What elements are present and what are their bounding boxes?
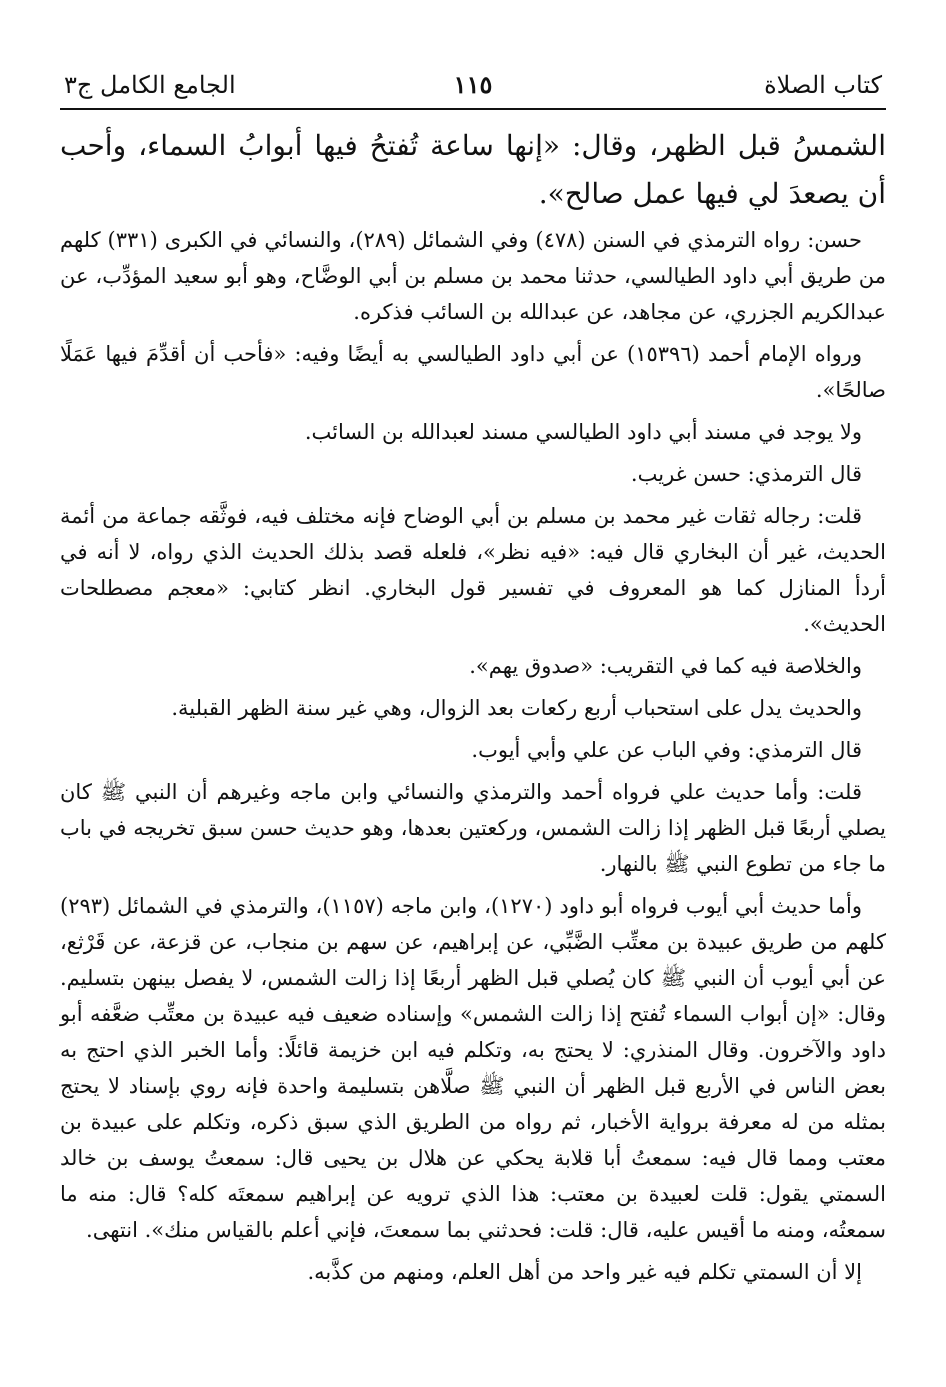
header-divider: [60, 108, 886, 110]
paragraph: والخلاصة فيه كما في التقريب: «صدوق يهم».: [469, 654, 862, 678]
paragraph: قلت: وأما حديث علي فرواه أحمد والترمذي والنسائي وابن ماجه وغيرهم أن النبي ﷺ كان يصلي أربعًا قبل الظهر إذا زالت الشمس، وركعتين بعدها، وهو حديث حسن سبق تخريجه في باب ما جاء من تطوع النبي ﷺ بالنهار.: [60, 780, 886, 876]
running-header: [60, 70, 886, 108]
paragraph: ورواه الإمام أحمد (١٥٣٩٦) عن أبي داود الطيالسي به أيضًا وفيه: «فأحب أن أقدِّمَ فيها عَمَلًا صالحًا».: [60, 342, 886, 402]
paragraph: قال الترمذي: وفي الباب عن علي وأبي أيوب.: [471, 738, 862, 762]
paragraph: قال الترمذي: حسن غريب.: [630, 462, 862, 486]
paragraph: وأما حديث أبي أيوب فرواه أبو داود (١٢٧٠)، وابن ماجه (١١٥٧)، والترمذي في الشمائل (٢٩٣) كلهم من طريق عبيدة بن معتِّب الضَّبِّي، عن إبراهيم، عن سهم بن منجاب، عن قزعة، عن قَرْثع، عن أبي أيوب أن النبي ﷺ كان يُصلي قبل الظهر أربعًا إذا زالت الشمس، لا يفصل بينهن بتسليم. وقال: «إن أبواب السماء تُفتح إذا زالت الشمس» وإسناده ضعيف فيه عبيدة بن معتِّب ضعَّفه أبو داود والآخرون. وقال المنذري: لا يحتج به، وتكلم فيه ابن خزيمة قائلًا: وأما الخبر الذي احتج به بعض الناس في الأربع قبل الظهر أن النبي ﷺ صلَّاهن بتسليمة واحدة فإنه روي بإسناد لا يحتج بمثله من له معرفة برواية الأخبار، ثم رواه من الطريق الذي سبق ذكره، وتكلم على عبيدة بن معتب ومما قال فيه: سمعتُ أبا قلابة يحكي عن هلال بن يحيى قال: سمعتُ يوسف بن خالد السمتي يقول: قلت لعبيدة بن معتب: هذا الذي ترويه عن إبراهيم سمعتَه كله؟ قال: منه ما سمعتُه، ومنه ما أقيس عليه، قال: قلت: فحدثني بما سمعتَ، فإني أعلم بالقياس منك». انتهى.: [60, 894, 886, 1242]
page-number: ١١٥: [453, 70, 493, 99]
hadith-text: الشمسُ قبل الظهر، وقال: «إنها ساعة تُفتحُ فيها أبوابُ السماء، وأحب أن يصعدَ لي فيها عمل صالح».: [60, 129, 886, 210]
paragraph: والحديث يدل على استحباب أربع ركعات بعد الزوال، وهي غير سنة الظهر القبلية.: [171, 696, 862, 720]
chapter-title: كتاب الصلاة: [764, 71, 882, 99]
book-title: الجامع الكامل ج٣: [64, 71, 236, 99]
paragraph: إلا أن السمتي تكلم فيه غير واحد من أهل العلم، ومنهم من كذَّبه.: [307, 1260, 862, 1284]
paragraph: حسن: رواه الترمذي في السنن (٤٧٨) وفي الشمائل (٢٨٩)، والنسائي في الكبرى (٣٣١) كلهم من طريق أبي داود الطيالسي، حدثنا محمد بن مسلم بن أبي الوضَّاح، وهو أبو سعيد المؤدِّب، عن عبدالكريم الجزري، عن مجاهد، عن عبدالله بن السائب فذكره.: [60, 228, 886, 324]
paragraph: قلت: رجاله ثقات غير محمد بن مسلم بن أبي الوضاح فإنه مختلف فيه، فوثَّقه جماعة من أئمة الحديث، غير أن البخاري قال فيه: «فيه نظر»، فلعله قصد بذلك الحديث الذي رواه، لا أنه في أردأ المنازل كما هو المعروف في تفسير قول البخاري. انظر كتابي: «معجم مصطلحات الحديث».: [60, 504, 886, 636]
commentary: [60, 222, 886, 1290]
paragraph: ولا يوجد في مسند أبي داود الطيالسي مسند لعبدالله بن السائب.: [304, 420, 862, 444]
